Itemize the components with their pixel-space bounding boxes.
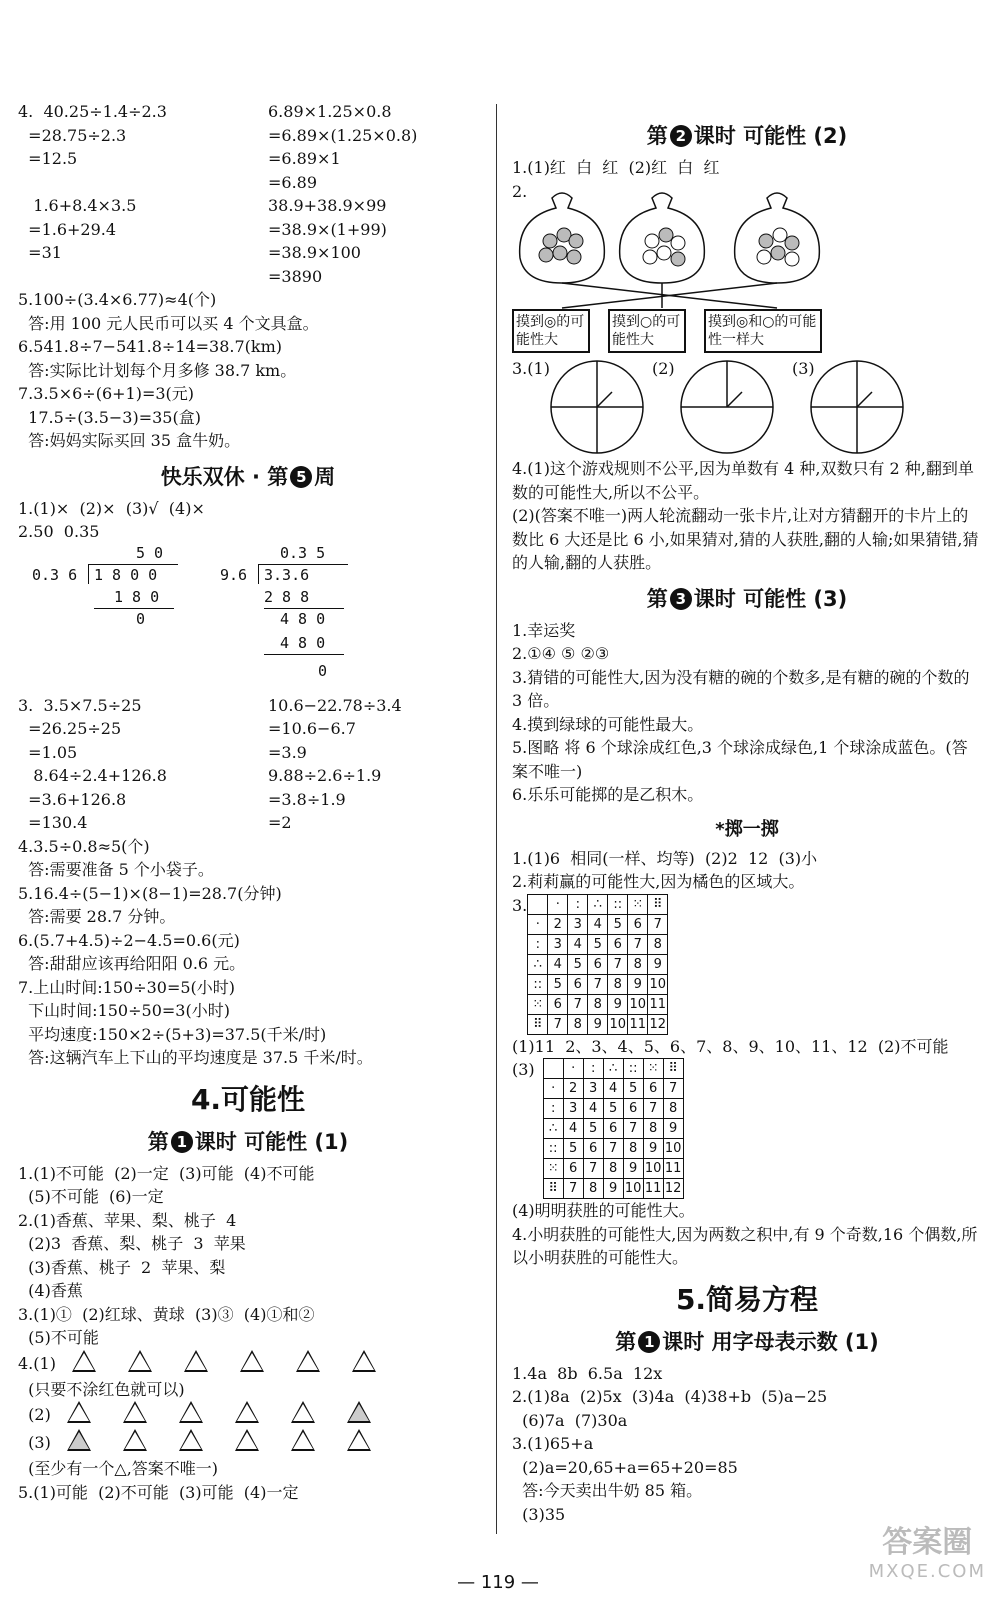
dice-table-2-wrap: (3) · : ∴ :: ⁙ ⠿ · 2 3 4 5 6 7 : 3 4 5 6 7 8 ∴ 4 5 6 7 8 9 :: 5 6 7 8 9 10 ⁙ 6 7 8 9 10 11 ⠿ 7 8 9 10 11 12	[512, 1058, 982, 1199]
answer-line: 2.莉莉赢的可能性大,因为橘色的区域大。	[512, 872, 805, 891]
dice-sum-cell: 8	[588, 994, 608, 1014]
answer-line: 1.(1)6 相同(一样、均等) (2)2 12 (3)小	[512, 848, 818, 868]
calc-line: =1.05	[18, 742, 78, 762]
answer-line: 3.(1)① (2)红球、黄球 (3)③ (4)①和②	[18, 1304, 315, 1324]
lesson-heading: 第 3 课时 可能性 (3)	[646, 586, 848, 611]
answer-line: 1.(1)红 白 红 (2)红 白 红	[512, 158, 720, 177]
dice-sum-cell: 3	[568, 914, 588, 934]
calc-line: =10.6−6.7	[268, 719, 356, 738]
dice-sum-cell: 4	[583, 1099, 603, 1119]
triangle-icon	[179, 1401, 203, 1423]
calc-line: 9.88÷2.6÷1.9	[268, 766, 382, 785]
calc-line: 1.6+8.4×3.5	[18, 196, 137, 215]
triangle-icon	[67, 1429, 91, 1451]
dice-sum-cell: 9	[663, 1119, 683, 1139]
answer-line: 4.(1)这个游戏规则不公平,因为单数有 4 种,双数只有 2 种,翻到单数的可能性大,所以不公平。	[512, 459, 974, 502]
triangle-icon	[235, 1401, 259, 1423]
dice-sum-cell: 6	[608, 934, 628, 954]
calc-line: =6.89	[268, 172, 318, 192]
dice-sum-table	[543, 1058, 684, 1199]
answer-line: 7.上山时间:150÷30=5(小时)	[18, 977, 236, 997]
answer-line: 4.小明获胜的可能性大,因为两数之积中,有 9 个奇数,16 个偶数,所以小明获胜的可能性大。	[512, 1224, 978, 1267]
right-column	[512, 112, 982, 1526]
dice-header-cell: ⠿	[528, 1014, 548, 1034]
dice-sum-cell: 11	[643, 1179, 663, 1199]
dice-sum-cell: 12	[648, 1014, 668, 1034]
dice-header-cell: ·	[528, 914, 548, 934]
answer-line: 3.猜错的可能性大,因为没有糖的碗的个数多,是有糖的碗的个数的 3 倍。	[512, 667, 970, 710]
triangle-icon	[347, 1429, 371, 1451]
answer-line: (5)不可能	[18, 1328, 99, 1347]
answer-line: 答:实际比计划每个月多修 38.7 km。	[18, 360, 297, 380]
dice-sum-cell: 6	[548, 994, 568, 1014]
dice-sum-cell: 9	[628, 974, 648, 994]
calc-line: 10.6−22.78÷3.4	[268, 695, 402, 715]
calc-line: =130.4	[18, 813, 88, 832]
answer-line: 7.3.5×6÷(6+1)=3(元)	[18, 384, 195, 403]
matching-boxes	[512, 309, 982, 353]
spinners-row	[512, 357, 982, 457]
answer-line: 1.(1)× (2)× (3)√ (4)×	[18, 498, 205, 518]
answer-line: (3)	[792, 359, 815, 378]
division-remainder: 0	[136, 609, 146, 628]
division-quotient: 0.3 5	[280, 543, 326, 562]
dice-sum-cell: 6	[628, 914, 648, 934]
dice-sum-cell: 7	[583, 1159, 603, 1179]
dice-sum-cell: 7	[608, 954, 628, 974]
dice-header-cell: :	[568, 894, 588, 914]
answer-line: 下山时间:150÷50=3(小时)	[18, 1001, 230, 1020]
division-divisor: 0.3 6	[32, 565, 78, 584]
division-step: 4 8 0	[280, 633, 326, 652]
dice-header-cell: ::	[608, 894, 628, 914]
dice-header-cell: ⠿	[543, 1179, 563, 1199]
dice-header-cell: ⠿	[648, 894, 668, 914]
section-heading: *掷一掷	[715, 818, 779, 840]
calc-line: =38.9×100	[268, 243, 361, 262]
answer-line: 6.(5.7+4.5)÷2−4.5=0.6(元)	[18, 930, 240, 950]
answer-line: (6)7a (7)30a	[512, 1410, 628, 1430]
answer-line: (1)11 2、3、4、5、6、7、8、9、10、11、12 (2)不可能	[512, 1036, 949, 1056]
calc-line: 4. 40.25÷1.4÷2.3	[18, 102, 167, 121]
dice-sum-cell: 10	[643, 1159, 663, 1179]
dice-header-cell: ·	[543, 1079, 563, 1099]
matching-box: 摸到◎和○的可能性一样大	[704, 309, 822, 353]
calc-line: =6.89×1	[268, 149, 341, 168]
triangle-icon	[72, 1350, 96, 1372]
triangle-icon	[240, 1350, 264, 1372]
dice-sum-cell: 9	[643, 1139, 663, 1159]
dice-sum-cell: 5	[563, 1139, 583, 1159]
dice-sum-cell: 7	[643, 1099, 663, 1119]
dice-sum-cell: 8	[628, 954, 648, 974]
calc-line: =3890	[268, 266, 323, 286]
dice-sum-cell: 6	[643, 1079, 663, 1099]
dice-header-cell: ·	[548, 894, 568, 914]
triangle-row-2: (2)	[18, 1401, 478, 1429]
answer-line: 2.(1)8a (2)5x (3)4a (4)38+b (5)a−25	[512, 1387, 828, 1406]
dice-sum-cell: 10	[608, 1014, 628, 1034]
answer-line: 3.(1)	[512, 359, 550, 378]
answer-line: 6.541.8÷7−541.8÷14=38.7(km)	[18, 337, 283, 356]
calc-line: =2	[268, 813, 292, 832]
w3-block	[18, 694, 478, 835]
dice-sum-cell: 9	[608, 994, 628, 1014]
dice-sum-cell: 10	[623, 1179, 643, 1199]
dice-sum-cell: 8	[643, 1119, 663, 1139]
division-step: 2 8 8	[264, 587, 310, 606]
dice-corner-cell	[543, 1059, 563, 1079]
dice-sum-cell: 12	[663, 1179, 683, 1199]
left-column	[18, 100, 478, 1504]
dice-sum-cell: 9	[623, 1159, 643, 1179]
dice-sum-cell: 10	[628, 994, 648, 1014]
calc-line: 38.9+38.9×99	[268, 196, 387, 215]
calc-line: 6.89×1.25×0.8	[268, 102, 392, 121]
dice-sum-cell: 6	[588, 954, 608, 974]
answer-line: (只要不涂红色就可以)	[18, 1379, 185, 1399]
triangle-row-1: 4.(1)	[18, 1350, 478, 1378]
dice-sum-cell: 8	[648, 934, 668, 954]
calc-line: =3.9	[268, 742, 307, 762]
calc-line: =1.6+29.4	[18, 219, 117, 239]
dice-sum-cell: 3	[548, 934, 568, 954]
dice-sum-cell: 3	[563, 1099, 583, 1119]
answer-line: 答:妈妈实际买回 35 盒牛奶。	[18, 431, 241, 450]
dice-sum-cell: 6	[568, 974, 588, 994]
lesson-number-badge: 2	[670, 125, 692, 147]
answer-line: (3)35	[512, 1504, 566, 1524]
calc-line: =38.9×(1+99)	[268, 219, 387, 239]
dice-sum-cell: 4	[588, 914, 608, 934]
answer-line: 1.4a 8b 6.5a 12x	[512, 1363, 663, 1383]
dice-sum-cell: 7	[663, 1079, 683, 1099]
division-dividend: 3.3.6	[264, 565, 310, 584]
answer-line: 答:需要 28.7 分钟。	[18, 907, 176, 926]
dice-sum-cell: 5	[608, 914, 628, 934]
calc-line: 8.64÷2.4+126.8	[18, 766, 167, 785]
division-step: 4 8 0	[280, 609, 326, 628]
triangle-icon	[291, 1401, 315, 1423]
dice-header-cell: ∴	[528, 954, 548, 974]
answer-line: 答:这辆汽车上下山的平均速度是 37.5 千米/时。	[18, 1048, 373, 1067]
dice-sum-cell: 8	[623, 1139, 643, 1159]
answer-line: 答:甜甜应该再给阳阳 0.6 元。	[18, 954, 246, 973]
answer-line: 答:用 100 元人民币可以买 4 个文具盒。	[18, 313, 319, 333]
dice-sum-cell: 6	[583, 1139, 603, 1159]
calc-line: =31	[18, 243, 62, 262]
page-number: — 119 —	[457, 1572, 539, 1593]
matching-box: 摸到○的可能性大	[608, 309, 686, 353]
answer-line: 4.3.5÷0.8≈5(个)	[18, 836, 150, 856]
lesson-heading: 第 2 课时 可能性 (2)	[646, 124, 848, 148]
dice-sum-cell: 8	[603, 1159, 623, 1179]
answer-line: (4)香蕉	[18, 1281, 83, 1300]
division-step: 1 8 0	[114, 587, 160, 606]
triangle-icon	[352, 1350, 376, 1372]
dice-header-cell: :	[528, 934, 548, 954]
answer-line: 2.50 0.35	[18, 522, 100, 541]
lesson-heading: 第 1 课时 可能性 (1)	[147, 1129, 349, 1154]
triangle-icon	[67, 1401, 91, 1423]
answer-line: 17.5÷(3.5−3)=35(盒)	[18, 407, 201, 427]
dice-sum-cell: 9	[648, 954, 668, 974]
dice-sum-cell: 6	[603, 1119, 623, 1139]
q4-block	[18, 100, 478, 288]
dice-sum-cell: 5	[603, 1099, 623, 1119]
answer-line: 答:需要准备 5 个小袋子。	[18, 860, 214, 879]
dice-sum-cell: 5	[568, 954, 588, 974]
triangle-row-3: (3)	[18, 1429, 478, 1457]
answer-line: 2.	[512, 181, 528, 201]
calc-line: =6.89×(1.25×0.8)	[268, 125, 418, 145]
chapter-title: 4.可能性	[190, 1082, 306, 1116]
lesson-heading: 第 1 课时 用字母表示数 (1)	[615, 1329, 879, 1354]
dice-sum-cell: 10	[648, 974, 668, 994]
lesson-number-badge: 1	[171, 1131, 193, 1153]
dice-header-cell: ⁙	[543, 1159, 563, 1179]
dice-sum-cell: 4	[563, 1119, 583, 1139]
answer-line: (4)明明获胜的可能性大。	[512, 1201, 695, 1220]
week-number-badge: 5	[290, 466, 312, 488]
dice-header-cell: ∴	[603, 1059, 623, 1079]
triangle-icon	[123, 1429, 147, 1451]
dice-sum-cell: 7	[563, 1179, 583, 1199]
matching-box: 摸到◎的可能性大	[512, 309, 590, 353]
dice-sum-cell: 4	[548, 954, 568, 974]
answer-line: (至少有一个△,答案不唯一)	[18, 1459, 219, 1478]
dice-sum-cell: 10	[663, 1139, 683, 1159]
dice-sum-cell: 7	[588, 974, 608, 994]
dice-header-cell: ⁙	[643, 1059, 663, 1079]
dice-sum-cell: 8	[663, 1099, 683, 1119]
c4a-block	[18, 1162, 478, 1350]
calc-line: 3. 3.5×7.5÷25	[18, 695, 142, 715]
calc-line: =3.8÷1.9	[268, 789, 346, 809]
answer-line: 5.(1)可能 (2)不可能 (3)可能 (4)一定	[18, 1482, 299, 1502]
triangle-icon	[291, 1429, 315, 1451]
dice-sum-cell: 5	[583, 1119, 603, 1139]
answer-line: (2)3 香蕉、梨、桃子 3 苹果	[18, 1234, 246, 1253]
dice-header-cell: ::	[528, 974, 548, 994]
chapter-title: 5.简易方程	[675, 1282, 819, 1316]
long-division-block	[18, 544, 478, 694]
triangle-icon	[296, 1350, 320, 1372]
w4-7-block	[18, 835, 478, 1070]
dice-sum-cell: 7	[623, 1119, 643, 1139]
triangle-icon	[123, 1401, 147, 1423]
answer-line: (5)不可能 (6)一定	[18, 1187, 164, 1206]
answer-line: 2.(1)香蕉、苹果、梨、桃子 4	[18, 1210, 237, 1230]
triangle-icon	[347, 1401, 371, 1423]
dice-header-cell: :	[543, 1099, 563, 1119]
answer-line: 平均速度:150×2÷(5+3)=37.5(千米/时)	[18, 1024, 327, 1044]
dice-header-cell: ::	[543, 1139, 563, 1159]
dice-sum-cell: 2	[548, 914, 568, 934]
dice-sum-cell: 7	[603, 1139, 623, 1159]
dice-header-cell: :	[583, 1059, 603, 1079]
watermark-logo: 答案圈 MXQE.COM	[868, 1525, 986, 1582]
dice-sum-cell: 4	[603, 1079, 623, 1099]
dice-sum-cell: 2	[563, 1079, 583, 1099]
dice-sum-cell: 6	[623, 1099, 643, 1119]
lesson-number-badge: 1	[638, 1331, 660, 1353]
dice-sum-cell: 5	[548, 974, 568, 994]
answer-line: 4.摸到绿球的可能性最大。	[512, 714, 704, 734]
dice-header-cell: ∴	[543, 1119, 563, 1139]
calc-line: =28.75÷2.3	[18, 125, 127, 145]
dice-sum-cell: 8	[583, 1179, 603, 1199]
dice-sum-cell: 8	[568, 1014, 588, 1034]
answer-line: 答:今天卖出牛奶 85 箱。	[512, 1481, 703, 1500]
division-remainder: 0	[318, 661, 328, 680]
calc-line	[18, 171, 268, 195]
dice-sum-cell: 9	[603, 1179, 623, 1199]
calc-line: =12.5	[18, 149, 78, 168]
triangle-icon	[128, 1350, 152, 1372]
calc-line: =3.6+126.8	[18, 789, 127, 809]
answer-line: 3.(1)65+a	[512, 1434, 594, 1453]
dice-sum-cell: 6	[563, 1159, 583, 1179]
calc-line	[18, 265, 268, 289]
answer-line: (2)	[652, 359, 675, 378]
dice-sum-cell: 8	[608, 974, 628, 994]
dice-sum-cell: 11	[663, 1159, 683, 1179]
dice-sum-cell: 4	[568, 934, 588, 954]
dice-sum-cell: 7	[568, 994, 588, 1014]
answer-line: 5.100÷(3.4×6.77)≈4(个)	[18, 290, 217, 309]
dice-sum-cell: 5	[623, 1079, 643, 1099]
answer-line: 1.(1)不可能 (2)一定 (3)可能 (4)不可能	[18, 1163, 315, 1183]
answer-line: 2.①④ ⑤ ②③	[512, 644, 610, 663]
q5-7-block	[18, 288, 478, 453]
dice-sum-cell: 3	[583, 1079, 603, 1099]
dice-header-cell: ∴	[588, 894, 608, 914]
dice-header-cell: ⠿	[663, 1059, 683, 1079]
dice-sum-cell: 11	[628, 1014, 648, 1034]
dice-sum-cell: 7	[548, 1014, 568, 1034]
lesson-number-badge: 3	[670, 588, 692, 610]
dice-sum-cell: 5	[588, 934, 608, 954]
dice-header-cell: ⁙	[528, 994, 548, 1014]
dice-sum-cell: 7	[648, 914, 668, 934]
answer-line: (3)香蕉、桃子 2 苹果、梨	[18, 1257, 226, 1277]
answer-line: (2)a=20,65+a=65+20=85	[512, 1457, 738, 1477]
dice-sum-cell: 11	[648, 994, 668, 1014]
answer-line: (2)(答案不唯一)两人轮流翻动一张卡片,让对方猜翻开的卡片上的数比 6 大还是比 6 小,如果猜对,猜的人获胜,翻的人输;如果猜错,猜的人输,翻的人获胜。	[512, 506, 979, 572]
dice-sum-table	[527, 894, 668, 1035]
triangle-icon	[179, 1429, 203, 1451]
answer-line: 5.图略 将 6 个球涂成红色,3 个球涂成绿色,1 个球涂成蓝色。(答案不唯一)	[512, 738, 968, 781]
answer-line: 5.16.4÷(5−1)×(8−1)=28.7(分钟)	[18, 883, 282, 903]
calc-line: =26.25÷25	[18, 719, 122, 738]
division-quotient: 5 0	[136, 543, 164, 562]
division-divisor: 9.6	[220, 565, 248, 584]
division-dividend: 1 8 0 0	[94, 565, 158, 584]
week-heading: 快乐双休 · 第 5 周	[160, 464, 336, 489]
triangle-icon	[235, 1429, 259, 1451]
dice-corner-cell	[528, 894, 548, 914]
column-divider	[496, 104, 497, 1534]
dice-sum-cell: 9	[588, 1014, 608, 1034]
answer-line: 6.乐乐可能掷的是乙积木。	[512, 785, 704, 804]
dice-sum-cell: 7	[628, 934, 648, 954]
answer-line: 1.幸运奖	[512, 620, 576, 640]
dice-header-cell: ·	[563, 1059, 583, 1079]
dice-table-1-wrap: 3. · : ∴ :: ⁙ ⠿ · 2 3 4 5 6 7 : 3 4 5 6 7 8 ∴ 4 5 6 7 8 9 :: 5 6 7 8 9 10 ⁙ 6 7 8 9 10 11 ⠿ 7 8 9 10 11 12	[512, 894, 982, 1035]
dice-header-cell: ⁙	[628, 894, 648, 914]
triangle-icon	[184, 1350, 208, 1372]
dice-header-cell: ::	[623, 1059, 643, 1079]
